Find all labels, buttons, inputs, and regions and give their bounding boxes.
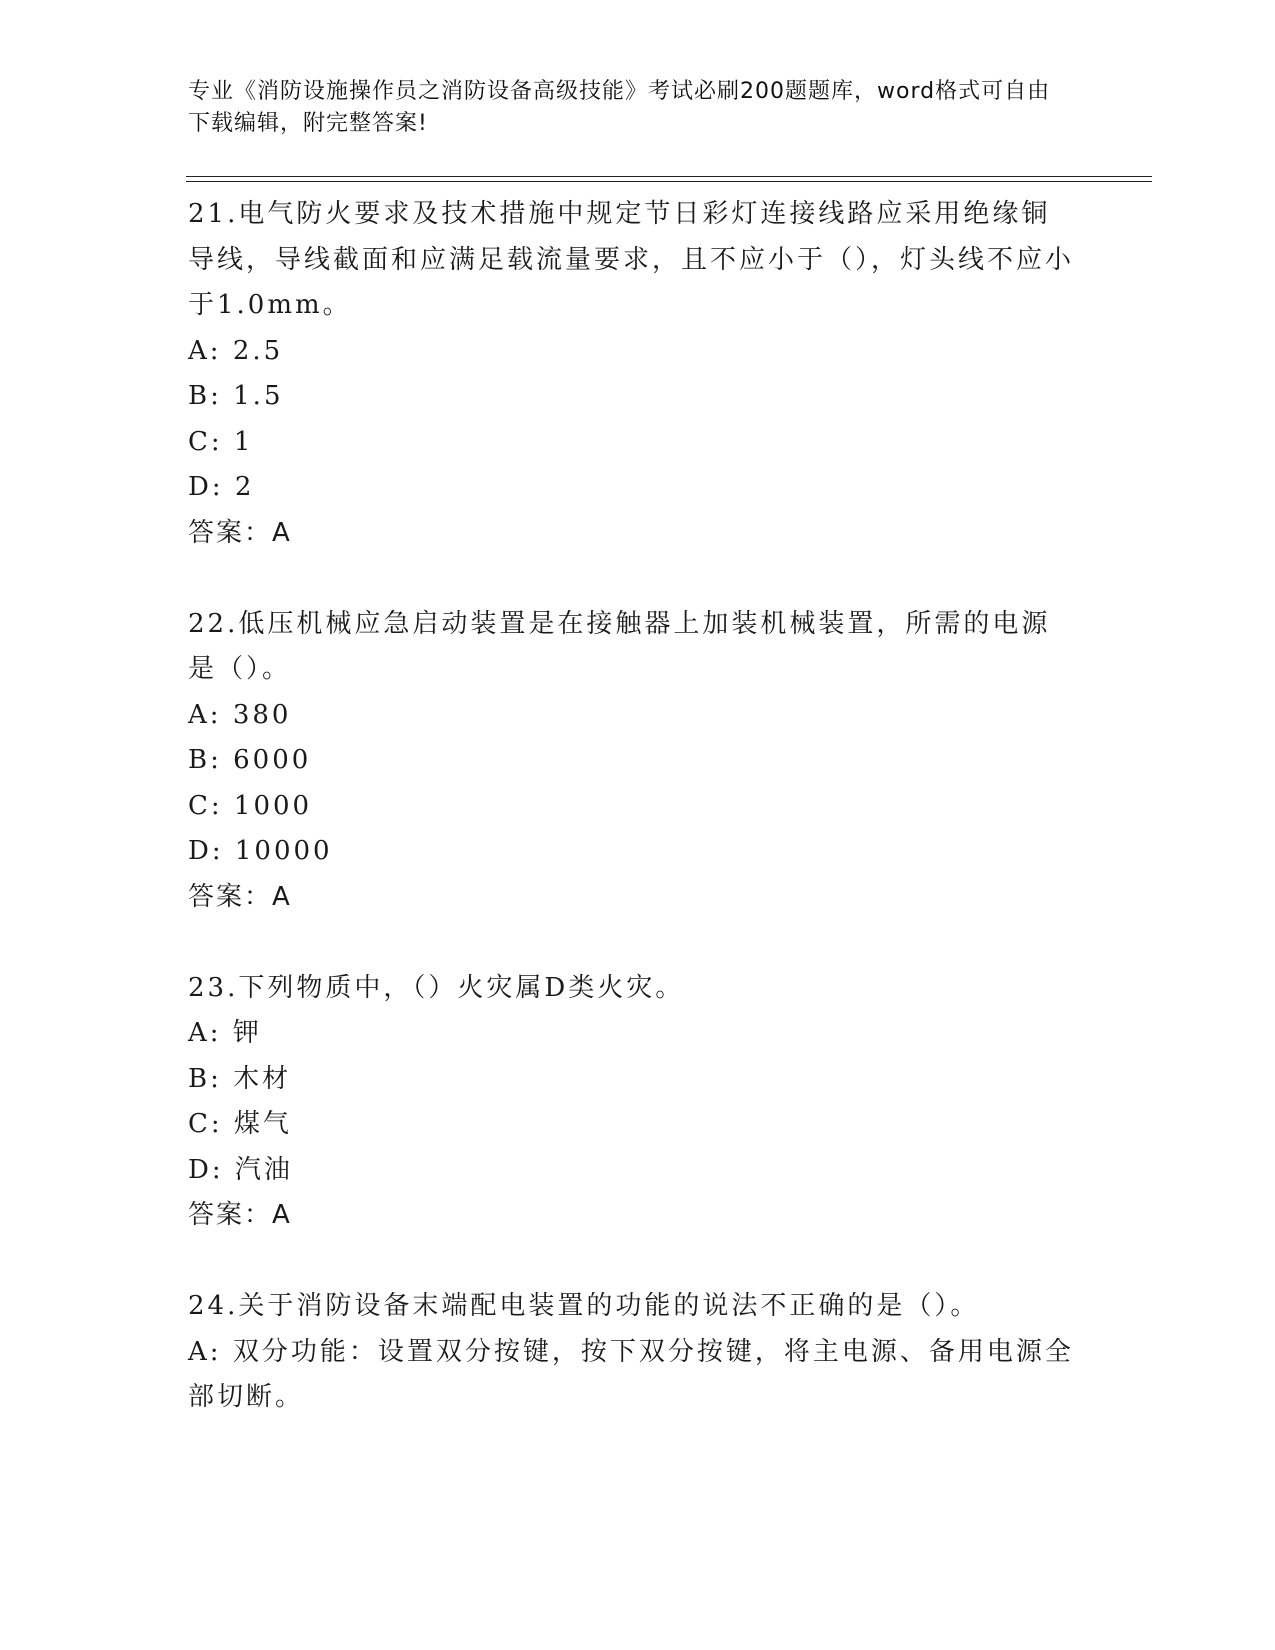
option-text: 6000	[233, 745, 312, 775]
option-text: 2.5	[232, 335, 284, 366]
option-text: 380	[232, 699, 292, 730]
question-stem: 21.电气防火要求及技术措施中规定节日彩灯连接线路应采用绝缘铜导线，导线截面和应满足载流量要求，且不应小于（），灯头线不应小于1.0mm。	[188, 199, 1075, 320]
header-divider-bottom	[186, 181, 1152, 182]
option-text: 2	[234, 472, 255, 502]
option-label: D:	[188, 1154, 224, 1185]
option-c	[188, 784, 1078, 830]
option-text: 钾	[232, 1018, 262, 1048]
question-22	[188, 602, 1078, 921]
question-stem: 22.低压机械应急启动装置是在接触器上加装机械装置，所需的电源是（）。	[188, 608, 1051, 684]
question-23	[188, 966, 1078, 1239]
spacer	[188, 1239, 1078, 1285]
question-stem: 24.关于消防设备末端配电装置的功能的说法不正确的是（）。	[188, 1291, 980, 1321]
option-text: 10000	[234, 836, 333, 866]
option-label: A:	[188, 1018, 222, 1048]
option-label: C:	[188, 426, 223, 457]
option-text: 1000	[233, 790, 313, 821]
answer-line: 答案：A	[188, 1200, 292, 1230]
spacer	[188, 556, 1078, 602]
option-label: D:	[188, 836, 224, 866]
option-text: 双分功能：设置双分按键，按下双分按键，将主电源、备用电源全部切断。	[188, 1336, 1074, 1412]
option-text: 1.5	[233, 381, 284, 411]
option-label: B:	[188, 745, 222, 775]
option-d	[188, 829, 1078, 875]
option-label: C:	[188, 790, 223, 821]
option-d	[188, 465, 1078, 511]
option-d	[188, 1148, 1078, 1194]
option-text: 煤气	[233, 1109, 292, 1139]
option-label: B:	[188, 1063, 222, 1094]
option-label: C:	[188, 1109, 223, 1139]
spacer	[188, 920, 1078, 966]
option-a	[188, 1011, 1078, 1057]
option-text: 木材	[233, 1063, 292, 1094]
option-b	[188, 374, 1078, 420]
option-c	[188, 420, 1078, 466]
question-list	[188, 192, 1078, 1421]
option-a	[188, 1330, 1078, 1421]
option-b	[188, 1057, 1078, 1103]
option-text: 1	[233, 426, 254, 457]
question-stem: 23.下列物质中，（）火灾属D类火灾。	[188, 972, 685, 1003]
question-24	[188, 1284, 1078, 1421]
option-label: A:	[188, 335, 222, 366]
question-21	[188, 192, 1078, 556]
document-header: 专业《消防设施操作员之消防设备高级技能》考试必刷200题题库，word格式可自由下载编辑，附完整答案!	[188, 79, 1051, 136]
header-divider-top	[186, 176, 1152, 177]
option-label: D:	[188, 472, 224, 502]
option-a	[188, 693, 1078, 739]
option-a	[188, 329, 1078, 375]
answer-line: 答案：A	[188, 881, 292, 912]
option-c	[188, 1102, 1078, 1148]
option-b	[188, 738, 1078, 784]
answer-line: 答案：A	[188, 517, 292, 548]
option-label: A:	[188, 699, 222, 730]
option-text: 汽油	[234, 1154, 293, 1185]
option-label: B:	[188, 381, 222, 411]
option-label: A:	[188, 1336, 222, 1367]
